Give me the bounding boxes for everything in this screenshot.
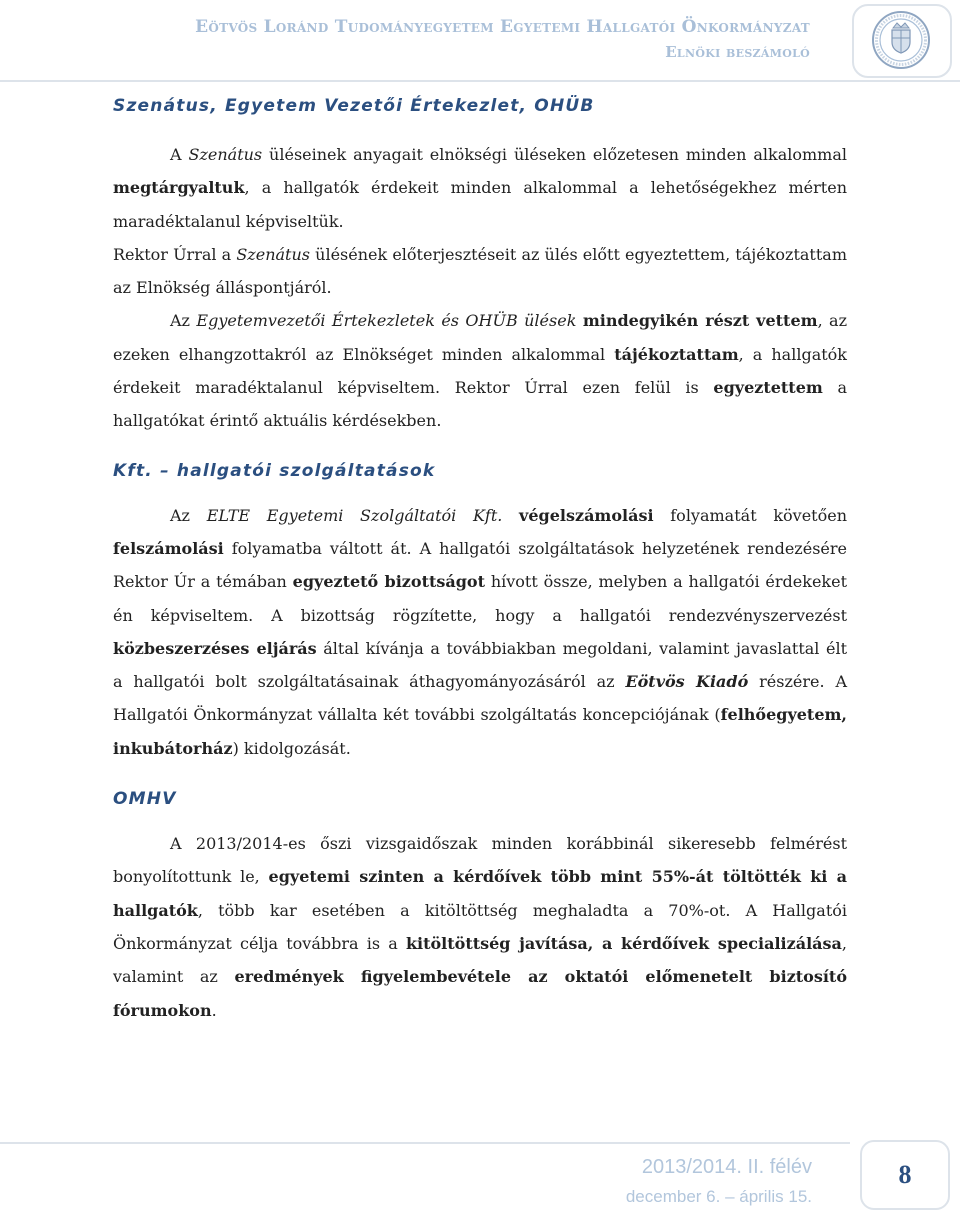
footer-semester: 2013/2014. II. félév (641, 1156, 812, 1178)
paragraph-rector-consultation: Rektor Úrral a Szenátus ülésének előterjesztéseit az ülés előtt egyeztettem, tájékoztattam az Elnökség álláspontjáról. (113, 244, 848, 298)
paragraph-senate-materials: A Szenátus üléseinek anyagait elnökségi üléseken előzetesen minden alkalommal megtárgyaltuk, a hallgatók érdekeit minden alkalommal a lehetőségekhez mérten maradéktalanul képviseltük. (113, 145, 848, 231)
page-header (0, 0, 960, 78)
section-heading-kft: Kft. – hallgatói szolgáltatások (113, 460, 436, 481)
header-institution: Eötvös Loránd Tudományegyetem Egyetemi Hallgatói Önkormányzat (195, 17, 810, 37)
page-number: 8 (860, 1140, 950, 1210)
report-body (113, 92, 847, 1027)
header-text (195, 14, 810, 64)
university-seal-icon (871, 10, 931, 70)
section-heading-omhv: OMHV (113, 789, 177, 810)
header-report-title: Elnöki beszámoló (665, 43, 810, 61)
paragraph-ohub-meetings: Az Egyetemvezetői Értekezletek és OHÜB ülések mindegyikén részt vettem, az ezeken elhangzottakról az Elnökséget minden alkalommal tájékoztattam, a hallgatók érdekeit maradéktalanul képviseltem. Rektor Úrral ezen felül is egyeztettem a hallgatókat érintő aktuális kérdésekben. (113, 311, 848, 431)
footer-period (626, 1152, 812, 1212)
paragraph-omhv-survey: A 2013/2014-es őszi vizsgaidőszak minden korábbinál sikeresebb felmérést bonyolítottunk le, egyetemi szinten a kérdőívek több mint 55%-át töltötték ki a hallgatók, több kar esetében a kitöltöttség meghaladta a 70%-ot. A Hallgatói Önkormányzat célja továbbra is a kitöltöttség javítása, a kérdőívek specializálása, valamint az eredmények figyelembevétele az oktatói előmenetelt biztosító fórumokon. (113, 834, 848, 1020)
footer-rule (0, 1142, 850, 1144)
university-seal-frame (852, 4, 952, 78)
header-rule (0, 80, 960, 82)
paragraph-kft-services: Az ELTE Egyetemi Szolgáltatói Kft. végelszámolási folyamatát követően felszámolási folyamatba váltott át. A hallgatói szolgáltatások helyzetének rendezésére Rektor Úr a témában egyeztető bizottságot hívott össze, melyben a hallgatói érdekeket én képviseltem. A bizottság rögzítette, hogy a hallgatói rendezvényszervezést közbeszerzéses eljárás által kívánja a továbbiakban megoldani, valamint javaslattal élt a hallgatói bolt szolgáltatásainak áthagyományozásáról az Eötvös Kiadó részére. A Hallgatói Önkormányzat vállalta két további szolgáltatás koncepciójának (felhőegyetem, inkubátorház) kidolgozását. (113, 505, 848, 758)
section-heading-senate: Szenátus, Egyetem Vezetői Értekezlet, OHÜB (113, 96, 595, 116)
footer-date-range: december 6. – április 15. (625, 1187, 812, 1206)
